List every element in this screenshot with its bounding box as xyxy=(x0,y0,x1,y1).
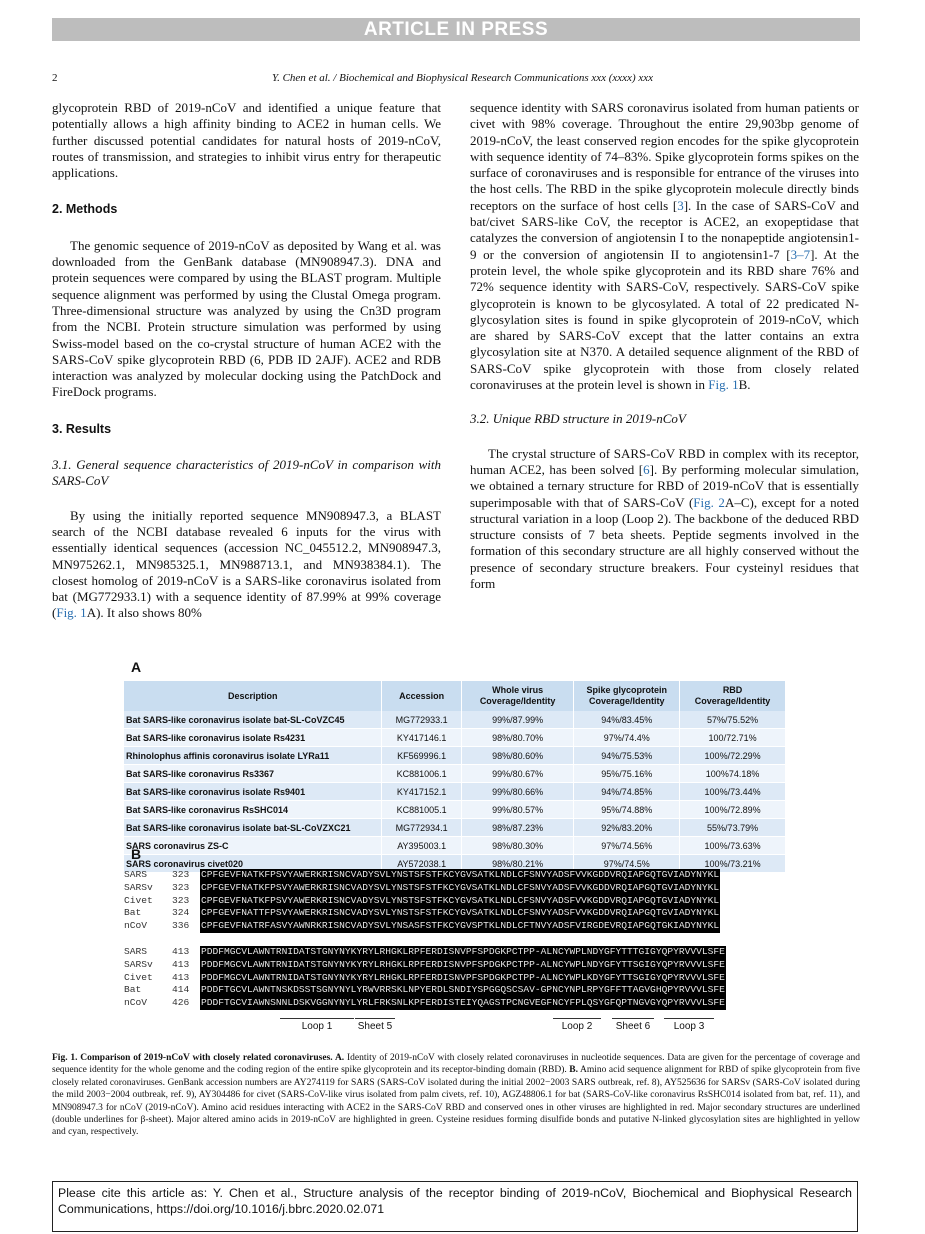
right-column xyxy=(470,100,859,592)
table-cell: MG772933.1 xyxy=(382,711,461,729)
panel-a-label: A xyxy=(131,659,142,675)
alignment-row xyxy=(124,946,726,959)
species-name: SARS xyxy=(124,869,148,880)
table-cell: 57%/75.52% xyxy=(680,711,786,729)
continued-paragraph: sequence identity with SARS coronavirus isolated from human patients or civet with 98% coverage. Throughout the entire 29,903bp genome of 2019-nCoV, the least conserved region encodes for the spike glycoprotein with sequence identity of 74–83%. Spike glycoprotein forms spikes on the surface of coronaviruses and is responsible for entrance of the viruses into the host cells. The RBD in the spike glycoprotein molecule directly binds receptors on the surface of host cells [3]. In the case of SARS-CoV and bat/civet SARS-like CoV, the receptor is ACE2, an exopeptidase that catalyzes the conversion of angiotensin I to the nonapeptide angiotensin1-9 or the conversion of angiotensin II to angiotensin1-7 [3–7]. At the protein level, the whole spike glycoprotein and its RBD share 76% and 72% sequence identity with SARS-CoV, respectively. SARS-CoV spike glycoprotein is known to be glycosylated. A total of 22 predicated N-glycosylation sites is found in spike glycoprotein of 2019-nCoV, which are shared by SARS-CoV except that the latter contains an extra glycosylation site at N370. A detailed sequence alignment of the RBD of SARS-CoV spike glycoprotein with those from closely related coronaviruses at the protein level is shown in Fig. 1B. xyxy=(470,100,859,393)
coronavirus-identity-table xyxy=(124,681,786,873)
sheet6-label: Sheet 6 xyxy=(612,1018,654,1032)
section-3-1-paragraph: By using the initially reported sequence MN908947.3, a BLAST search of the NCBI database revealed 6 inputs for the virus with essentially identical sequences (accession NC_045512.2, MN908947.3, MN975262.1, MN985325.1, MN988713.1, and MN938384.1). The closest homolog of 2019-nCoV is a SARS-like coronavirus isolated from bat (MG772933.1) with a sequence identity of 87.99% at 99% coverage (Fig. 1A). It also shows 80% xyxy=(52,507,441,621)
table-cell: 97%/74.4% xyxy=(574,729,680,747)
table-row xyxy=(124,747,786,765)
panel-b-label: B xyxy=(131,846,142,862)
table-cell: 94%/75.53% xyxy=(574,747,680,765)
table-cell: KC881006.1 xyxy=(382,765,461,783)
table-row xyxy=(124,765,786,783)
sequence: CPFGEVFNATKFPSVYAWERKRISNCVADYSVLYNSTSFSTFKCYGVSATKLNDLCFSNVYADSFVVKGDDVRQIAPGQTGVIADYNYKL xyxy=(201,894,720,906)
species-name: Civet xyxy=(124,971,153,983)
table-header-cell: Accession xyxy=(382,681,461,711)
table-cell: KY417152.1 xyxy=(382,783,461,801)
alignment-row xyxy=(124,984,726,997)
alignment-row xyxy=(124,882,720,895)
species-name: SARS xyxy=(124,946,148,957)
table-row xyxy=(124,837,786,855)
table-cell: Bat SARS-like coronavirus isolate Rs4231 xyxy=(124,729,382,747)
sequence: CPFGEVFNATRFASVYAWNRKRISNCVADYSVLYNSASFSTFKCYGVSPTKLNDLCFTNVYADSFVIRGDEVRQIAPGQTGKIADYNYKL xyxy=(201,920,720,932)
table-cell: SARS coronavirus ZS-C xyxy=(124,837,382,855)
table-cell: KF569996.1 xyxy=(382,747,461,765)
ref-6-link[interactable]: 6 xyxy=(643,461,650,477)
left-column xyxy=(52,100,441,622)
alignment-row xyxy=(124,959,726,972)
citation-box: Please cite this article as: Y. Chen et al., Structure analysis of the receptor binding of 2019-nCoV, Biochemical and Biophysical Research Communications, https://doi.org/10.1016/j.bbrc.2020.02.071 xyxy=(52,1181,858,1232)
table-cell: SARS coronavirus civet020 xyxy=(124,855,382,873)
table-cell: AY572038.1 xyxy=(382,855,461,873)
sequence: PDDFMGCVLAWNTRNIDATSTGNYNYKYRYLRHGKLRPFERDISNVPFSPDGKPCTPP-ALNCYWPLNDYGFYTTSGIGYQPYRVVVLSFE xyxy=(201,958,725,970)
alignment-row xyxy=(124,869,720,882)
alignment-row xyxy=(124,972,726,985)
table-cell: Bat SARS-like coronavirus isolate bat-SL-CoVZXC21 xyxy=(124,819,382,837)
alignment-row xyxy=(124,895,720,908)
residue-position: 323 xyxy=(172,894,190,906)
sequence: PDDFMGCVLAWNTRNIDATSTGNYNYKYRYLRHGKLRPFERDISNVPFSPDGKPCTPP-ALNCYWPLNDYGFYTTTGIGYQPYRVVVLSFE xyxy=(201,946,725,957)
methods-heading: 2. Methods xyxy=(52,202,118,217)
table-row xyxy=(124,711,786,729)
section-3-2-heading: 3.2. Unique RBD structure in 2019-nCoV xyxy=(470,411,686,427)
table-cell: 95%/74.88% xyxy=(574,801,680,819)
section-3-1-heading: 3.1. General sequence characteristics of 2019-nCoV in comparison with SARS-CoV xyxy=(52,457,441,489)
species-name: Civet xyxy=(124,894,153,906)
table-header-row xyxy=(124,681,786,711)
page-number: 2 xyxy=(52,72,58,84)
species-name: nCoV xyxy=(124,997,148,1009)
table-cell: 99%/80.67% xyxy=(461,765,573,783)
table-cell: 100%/73.63% xyxy=(680,837,786,855)
table-cell: 99%/80.66% xyxy=(461,783,573,801)
sequence: PDDFTGCVIAWNSNNLDSKVGGNYNYLYRLFRKSNLKPFERDISTEIYQAGSTPCNGVEGFNCYFPLQSYGFQPTNGVGYQPYRVVVLSFE xyxy=(201,997,725,1009)
residue-position: 336 xyxy=(172,920,190,932)
table-cell: 100%/72.29% xyxy=(680,747,786,765)
loop2-label: Loop 2 xyxy=(553,1018,601,1032)
table-cell: Bat SARS-like coronavirus Rs3367 xyxy=(124,765,382,783)
species-name: Bat xyxy=(124,984,142,996)
table-cell: 98%/87.23% xyxy=(461,819,573,837)
table-header-cell: Spike glycoprotein Coverage/Identity xyxy=(574,681,680,711)
table-cell: Bat SARS-like coronavirus RsSHC014 xyxy=(124,801,382,819)
residue-position: 323 xyxy=(172,881,190,893)
alignment-block-2 xyxy=(124,946,726,1010)
table-cell: 100%/73.44% xyxy=(680,783,786,801)
table-cell: 100%/72.89% xyxy=(680,801,786,819)
sequence: CPFGEVFNATTFPSVYAWERKRISNCVADYSVLYNSTSFSTFKCYGVSATKLNDLCFSNVYADSFVVKGDDVRQIAPGQTGVIADYNYKL xyxy=(201,907,720,919)
species-name: SARSv xyxy=(124,881,153,893)
species-name: nCoV xyxy=(124,920,148,932)
intro-paragraph: glycoprotein RBD of 2019-nCoV and identified a unique feature that potentially allows a high affinity binding to ACE2 in human cells. We further discussed potential candidates for natural hosts of 2019-nCoV, routes of transmission, and strategies to inhibit virus entry for therapeutic applications. xyxy=(52,100,441,181)
fig2-link[interactable]: Fig. 2 xyxy=(693,494,725,510)
alignment-row xyxy=(124,907,720,920)
residue-position: 413 xyxy=(172,971,190,983)
table-cell: AY395003.1 xyxy=(382,837,461,855)
table-cell: Rhinolophus affinis coronavirus isolate LYRa11 xyxy=(124,747,382,765)
ref-3-7-link[interactable]: 3–7 xyxy=(790,246,811,262)
table-body xyxy=(124,711,786,873)
table-cell: KY417146.1 xyxy=(382,729,461,747)
table-cell: Bat SARS-like coronavirus isolate Rs9401 xyxy=(124,783,382,801)
table-cell: KC881005.1 xyxy=(382,801,461,819)
results-heading: 3. Results xyxy=(52,421,112,436)
fig1-link[interactable]: Fig. 1 xyxy=(56,605,87,621)
sequence: PDDFTGCVLAWNTNSKDSSTSGNYNYLYRWVRRSKLNPYERDLSNDIYSPGGQSCSAV-GPNCYNPLRPYGFFTTAGVGHQPYRVVVLSFE xyxy=(201,984,725,996)
sequence: CPFGEVFNATKFPSVYAWERKRISNCVADYSVLYNSTSFSTFKCYGVSATKLNDLCFSNVYADSFVVKGDDVRQIAPGQTGVIADYNYKL xyxy=(201,881,720,893)
table-cell: 98%/80.30% xyxy=(461,837,573,855)
table-cell: 97%/74.56% xyxy=(574,837,680,855)
table-cell: Bat SARS-like coronavirus isolate bat-SL-CoVZC45 xyxy=(124,711,382,729)
table-cell: 100%/73.21% xyxy=(680,855,786,873)
table-cell: 98%/80.21% xyxy=(461,855,573,873)
sequence: PDDFMGCVLAWNTRNIDATSTGNYNYKYRYLRHGKLRPFERDISNVPFSPDGKPCTPP-ALNCYWPLKDYGFYTTSGIGYQPYRVVVLSFE xyxy=(201,971,725,983)
figure-caption: Fig. 1. Comparison of 2019-nCoV with closely related coronaviruses. A. Identity of 2019-nCoV with closely related coronaviruses in nucleotide sequences. Data are given for the percentage of coverage and sequence identity for the whole genome and the coding region of the entire spike glycoprotein and its receptor-binding domain (RBD). B. Amino acid sequence alignment for RBD of spike glycoprotein from five closely related coronaviruses. GenBank accession numbers are AY274119 for SARS (SARS-CoV isolated during the initial 2002−2003 SARS outbreak, ref. 8), AY525636 for SARSv (SARS-CoV isolated during the mild 2003−2004 outbreak, ref. 9), AY304486 for civet (SARS-CoV-like virus isolated from palm civets, ref. 10), AGZ48806.1 for bat (SARS-CoV-like coronavirus RsSHC014 isolated from bat, ref. 11), and MN908947.3 for nCoV (2019-nCoV). Amino acid residues interacting with ACE2 in the SARS-CoV RBD and conserved ones in other viruses are highlighted in red. Major secondary structures are underlined (double underlines for β-sheet). Major altered amino acids in 2019-nCoV are highlighted in green. Cysteine residues forming disulfide bonds and putative N-linked glycosylation sites are highlighted in yellow and cyan, respectively. xyxy=(52,1053,860,1138)
residue-position: 426 xyxy=(172,997,190,1009)
loop1-label: Loop 1 xyxy=(280,1018,354,1032)
table-cell: 100/72.71% xyxy=(680,729,786,747)
ref-3-link[interactable]: 3 xyxy=(677,197,684,213)
table-cell: 99%/87.99% xyxy=(461,711,573,729)
table-row xyxy=(124,783,786,801)
table-header-cell: Whole virus Coverage/Identity xyxy=(461,681,573,711)
alignment-row xyxy=(124,997,726,1010)
fig1b-link[interactable]: Fig. 1 xyxy=(708,377,739,393)
alignment-row xyxy=(124,920,720,933)
table-cell: 55%/73.79% xyxy=(680,819,786,837)
residue-position: 324 xyxy=(172,907,190,919)
table-cell: MG772934.1 xyxy=(382,819,461,837)
table-row xyxy=(124,801,786,819)
methods-paragraph: The genomic sequence of 2019-nCoV as deposited by Wang et al. was downloaded from the GenBank database (MN908947.3). DNA and protein sequences were compared by using the BLAST program. Multiple sequence alignment was performed by using the Clustal Omega program. Three-dimensional structure was analyzed by using the Cn3D program from the NCBI. Protein structure simulation was performed by using Swiss-model based on the co-crystal structure of human ACE2 with the SARS-CoV spike glycoprotein RBD (6, PDB ID 2AJF). ACE2 and RDB interaction was analyzed by molecular docking using the PatchDock and FireDock programs. xyxy=(52,237,441,400)
sheet5-label: Sheet 5 xyxy=(355,1018,395,1032)
table-cell: 94%/74.85% xyxy=(574,783,680,801)
residue-position: 413 xyxy=(172,946,190,957)
species-name: Bat xyxy=(124,907,142,919)
table-cell: 97%/74.5% xyxy=(574,855,680,873)
table-header-cell: Description xyxy=(124,681,382,711)
table-cell: 98%/80.60% xyxy=(461,747,573,765)
article-in-press-banner: ARTICLE IN PRESS xyxy=(52,18,860,41)
table-row xyxy=(124,819,786,837)
table-cell: 100%74.18% xyxy=(680,765,786,783)
loop3-label: Loop 3 xyxy=(664,1018,714,1032)
residue-position: 413 xyxy=(172,958,190,970)
alignment-block-1 xyxy=(124,869,720,933)
residue-position: 323 xyxy=(172,869,190,880)
table-cell: 92%/83.20% xyxy=(574,819,680,837)
running-head: Y. Chen et al. / Biochemical and Biophysical Research Communications xxx (xxxx) xxx xyxy=(271,72,653,84)
table-cell: 94%/83.45% xyxy=(574,711,680,729)
residue-position: 414 xyxy=(172,984,190,996)
table-row xyxy=(124,729,786,747)
table-cell: 95%/75.16% xyxy=(574,765,680,783)
table-cell: 98%/80.70% xyxy=(461,729,573,747)
table-cell: 99%/80.57% xyxy=(461,801,573,819)
species-name: SARSv xyxy=(124,958,153,970)
sequence: CPFGEVFNATKFPSVYAWERKRISNCVADYSVLYNSTSFSTFKCYGVSATKLNDLCFSNVYADSFVVKGDDVRQIAPGQTGVIADYNYKL xyxy=(201,869,720,880)
table-header-cell: RBD Coverage/Identity xyxy=(680,681,786,711)
section-3-2-paragraph: The crystal structure of SARS-CoV RBD in complex with its receptor, human ACE2, has been solved [6]. By performing molecular simulation, we obtained a ternary structure for RBD of 2019-nCoV that is essentially superimposable with that of SARS-CoV (Fig. 2A–C), except for a noted structural variation in a loop (Loop 2). The backbone of the deduced RBD structure consists of 7 beta sheets. Peptide segments involved in the formation of this secondary structure are all highly conserved without the presence of secondary structure breakers. Four cysteinyl residues that form xyxy=(470,445,860,592)
